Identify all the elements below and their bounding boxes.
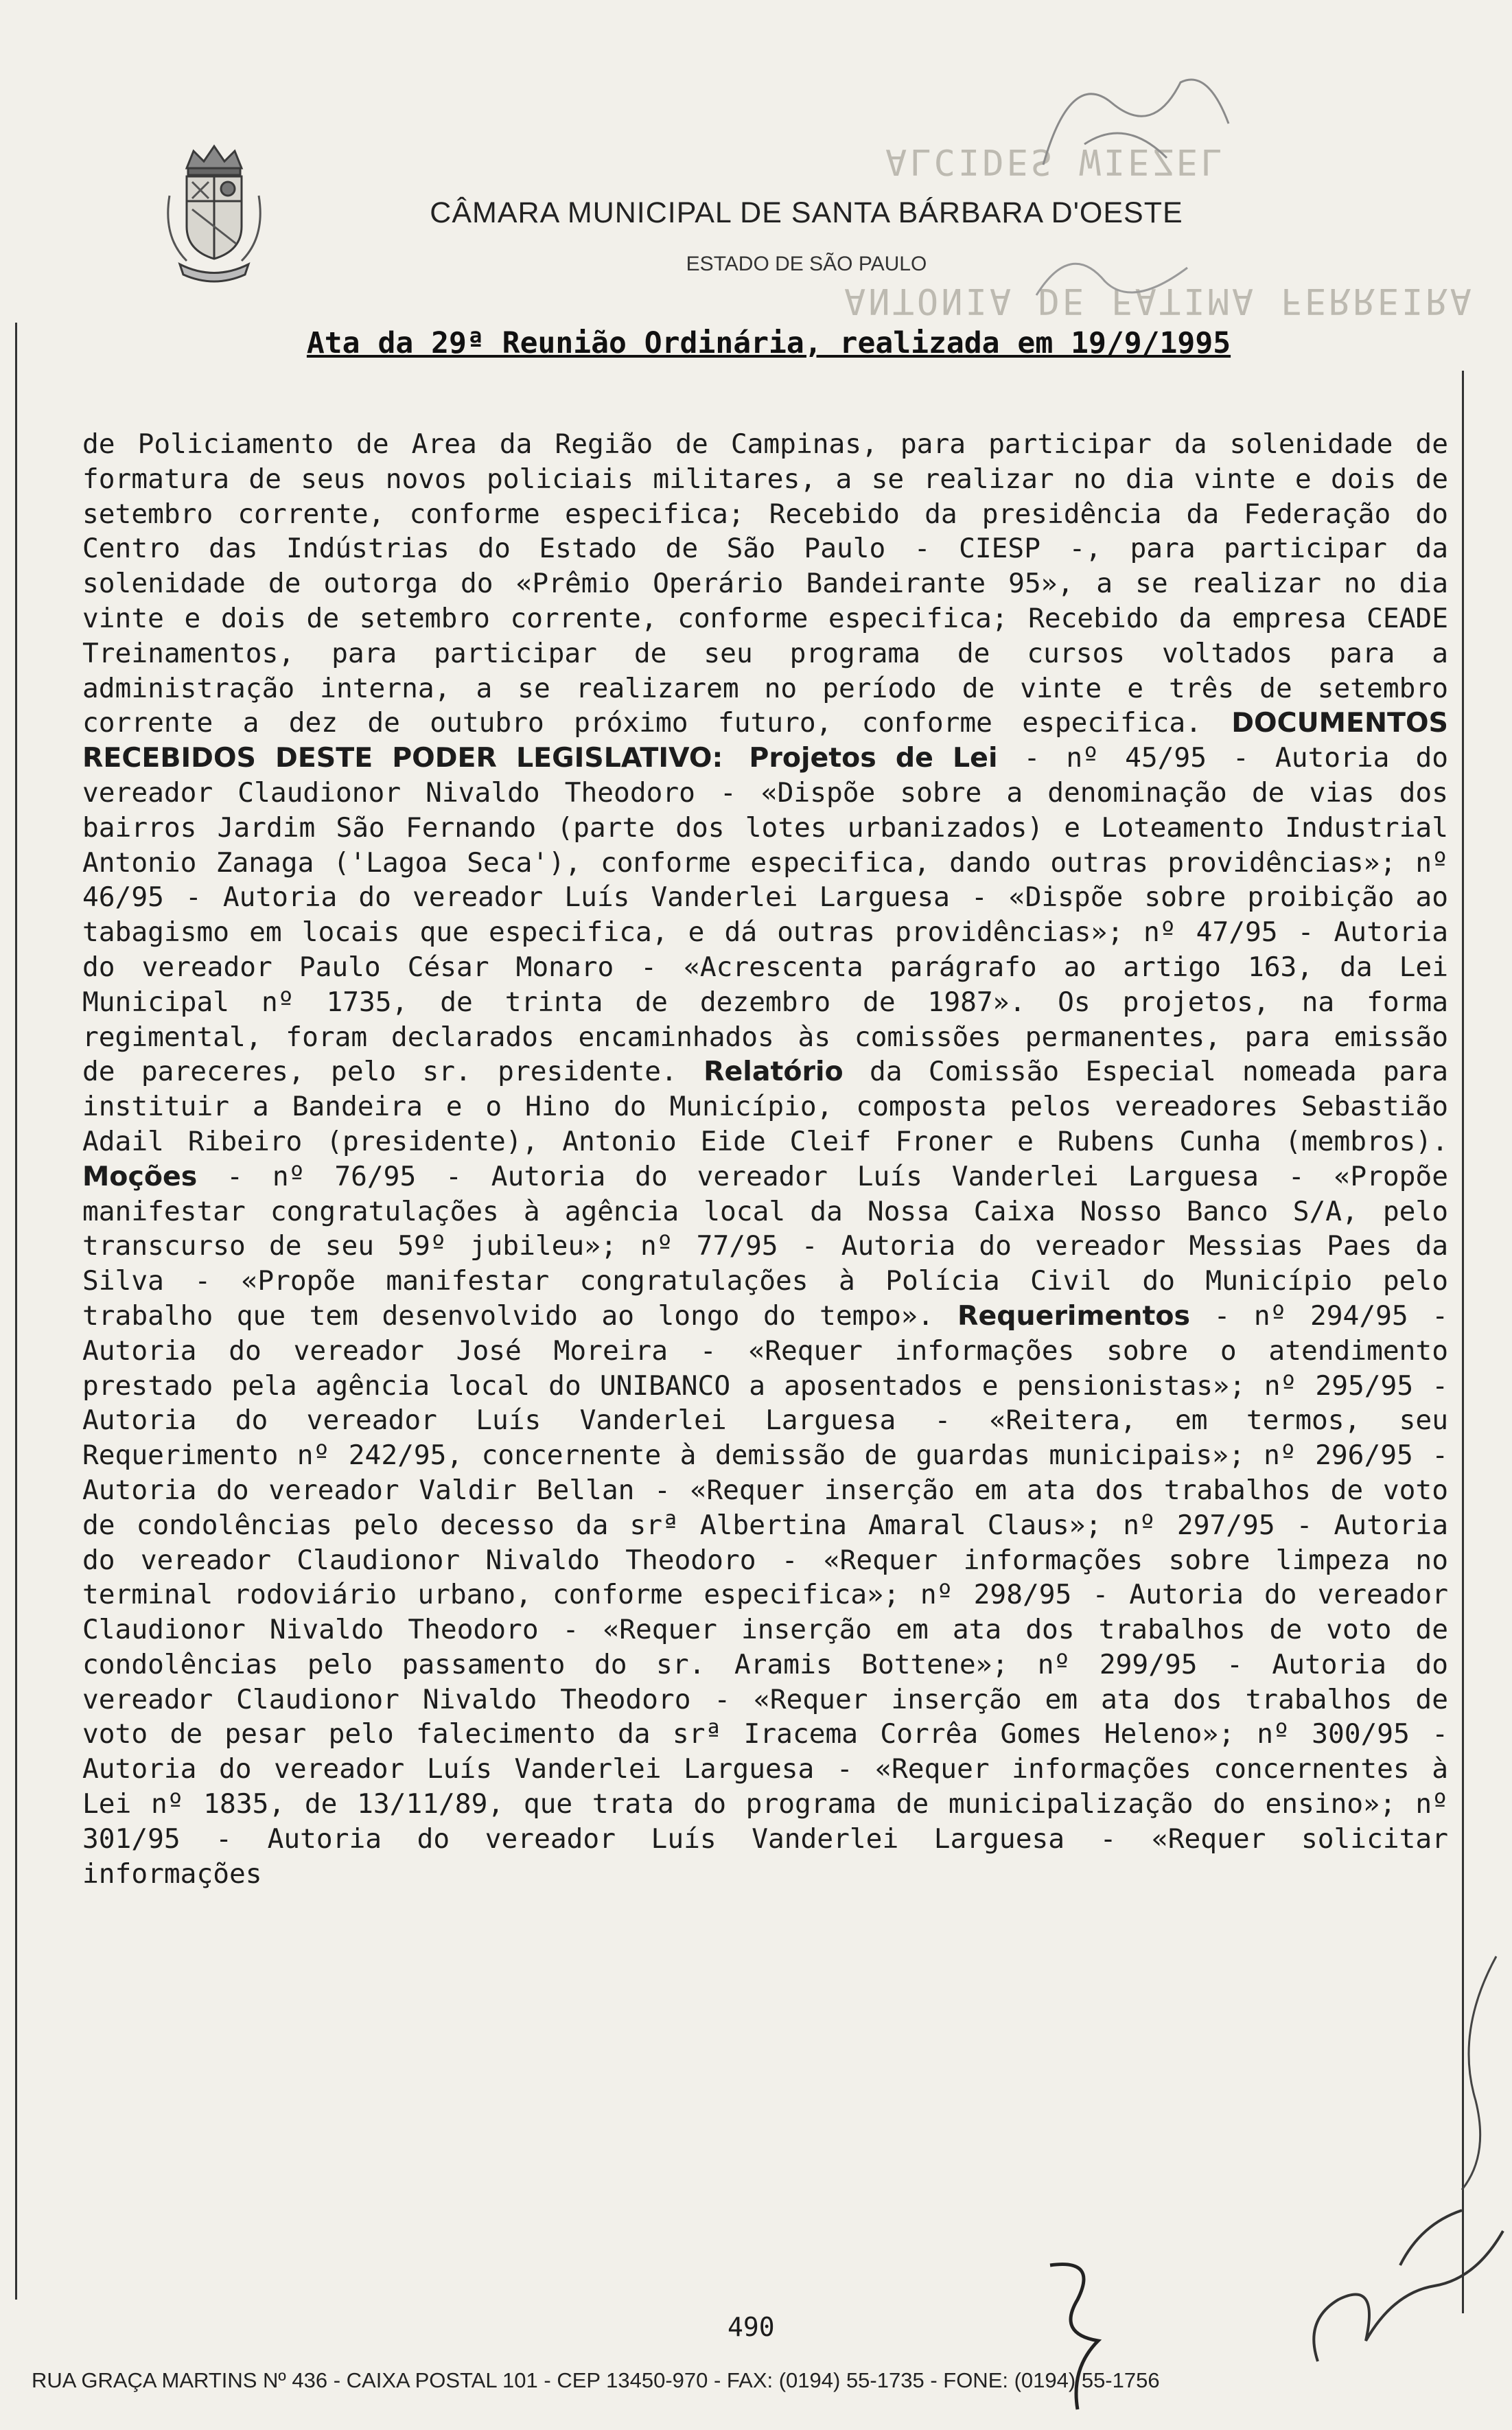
body-paragraph-projetos: - nº 45/95 - Autoria do vereador Claudionor Nivaldo Theodoro - «Dispõe sobre a denominação de vias dos bairros Jardim São Fernando (parte dos lotes urbanizados) e Loteamento Industrial Antonio Zanaga ('Lagoa Seca'), conforme especifica, dando outras providências»; nº 46/95 - Autoria do vereador Luís Vanderlei Larguesa - «Dispõe sobre proibição ao tabagismo em locais que especifica, e dá outras providências»; nº 47/95 - Autoria do vereador Paulo César Monaro - «Acrescenta parágrafo ao artigo 163, da Lei Municipal nº 1735, de trinta de dezembro de 1987». Os projetos, na forma regimental, foram declarados encaminhados às comissões permanentes, para emissão de pareceres, pelo sr. presidente.	[82, 742, 1449, 1088]
heading-relatorio: Relatório	[703, 1056, 844, 1088]
heading-projetos-de-lei: Projetos de Lei	[749, 742, 998, 774]
body-paragraph-mocoes: - nº 76/95 - Autoria do vereador Luís Vanderlei Larguesa - «Propõe manifestar congratulações à agência local da Nossa Caixa Nosso Banco S/A, pelo transcurso de seu 59º jubileu»; nº 77/95 - Autoria do vereador Messias Paes da Silva - «Propõe manifestar congratulações à Polícia Civil do Município pelo trabalho que tem desenvolvido ao longo do tempo».	[82, 1160, 1448, 1332]
bleed-through-text-1: ALCIDES WIEZEL	[885, 141, 1225, 182]
state-name: ESTADO DE SÃO PAULO	[686, 253, 927, 275]
body-paragraph-relatorio: da Comissão Especial nomeada para instituir a Bandeira e o Hino do Município, composta pelos vereadores Sebastião Adail Ribeiro (presidente), Antonio Eide Cleif Froner e Rubens Cunha (membros).	[82, 1056, 1448, 1157]
body-paragraph-1: de Policiamento de Area da Região de Campinas, para participar da solenidade de formatura de seus novos policiais militares, a se realizar no dia vinte e dois de setembro corrente, conforme especifica; Recebido da presidência da Federação do Centro das Indústrias do Estado de São Paulo - CIESP -, para participar da solenidade de outorga do «Prêmio Operário Bandeirante 95», a se realizar no dia vinte e dois de setembro corrente, conforme especifica; Recebido da empresa CEADE Treinamentos, para participar de seu programa de cursos voltados para a administração interna, a se realizarem no período de vinte e três de setembro corrente a dez de outubro próximo futuro, conforme especifica.	[82, 428, 1448, 739]
address-footer: RUA GRAÇA MARTINS Nº 436 - CAIXA POSTAL 101 - CEP 13450-970 - FAX: (0194) 55-1735 - FONE: (0194) 55-1756	[32, 2368, 1160, 2392]
minutes-title: Ata da 29ª Reunião Ordinária, realizada em 19/9/1995	[306, 326, 1231, 360]
margin-stroke-icon	[1414, 1949, 1510, 2197]
heading-documentos-recebidos: DOCUMENTOS RECEBIDOS DESTE PODER LEGISLATIVO:	[82, 707, 1448, 774]
institution-name: CÂMARA MUNICIPAL DE SANTA BÁRBARA D'OESTE	[430, 196, 1183, 229]
heading-mocoes: Moções	[82, 1160, 198, 1192]
heading-requerimentos: Requerimentos	[957, 1299, 1191, 1332]
signature-bottom-right-icon	[1297, 2183, 1510, 2389]
body-paragraph-requerimentos: - nº 294/95 - Autoria do vereador José Moreira - «Requer informações sobre o atendimento prestado pela agência local do UNIBANCO a aposentados e pensionistas»; nº 295/95 - Autoria do vereador Luís Vanderlei Larguesa - «Reitera, em termos, seu Requerimento nº 242/95, concernente à demissão de guardas municipais»; nº 296/95 - Autoria do vereador Valdir Bellan - «Requer inserção em ata dos trabalhos de voto de condolências pelo decesso da srª Albertina Amaral Claus»; nº 297/95 - Autoria do vereador Claudionor Nivaldo Theodoro - «Requer informações sobre limpeza no terminal rodoviário urbano, conforme especifica»; nº 298/95 - Autoria do vereador Claudionor Nivaldo Theodoro - «Requer inserção em ata dos trabalhos de voto de condolências pelo passamento do sr. Aramis Bottene»; nº 299/95 - Autoria do vereador Claudionor Nivaldo Theodoro - «Requer inserção em ata dos trabalhos de voto de pesar pelo falecimento da srª Iracema Corrêa Gomes Heleno»; nº 300/95 - Autoria do vereador Luís Vanderlei Larguesa - «Requer informações concernentes à Lei nº 1835, de 13/11/89, que trata do programa de municipalização do ensino»; nº 301/95 - Autoria do vereador Luís Vanderlei Larguesa - «Requer solicitar informações	[82, 1299, 1448, 1890]
signature-top-right-icon	[1030, 41, 1249, 192]
initials-top-icon	[1030, 227, 1201, 323]
page-number: 490	[728, 2312, 775, 2342]
left-margin-rule	[15, 323, 17, 2300]
bleed-through-text-2: ANTONIA DE FATIMA FERREIRA	[844, 280, 1474, 321]
minutes-body	[82, 427, 1448, 1891]
